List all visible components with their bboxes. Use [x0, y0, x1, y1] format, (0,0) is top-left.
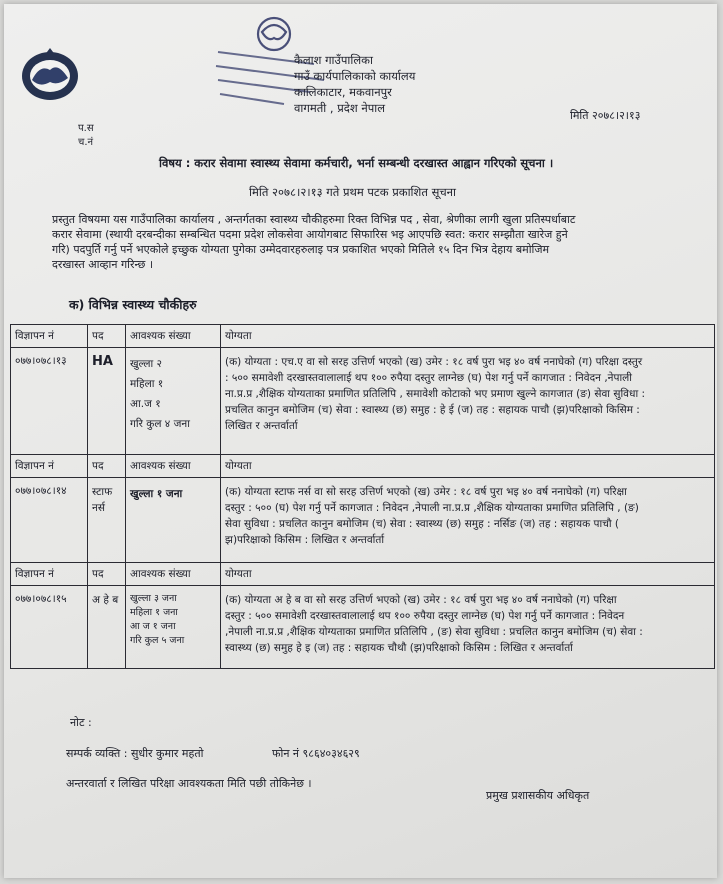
- qualification-line: झ)परिक्षाको किसिम : लिखित र अन्तर्वार्ता: [225, 534, 385, 546]
- dispatch-number: च.नं: [78, 137, 94, 148]
- count-line: आ ज १ जना: [130, 621, 176, 632]
- qualification-line: लिखित र अन्तर्वार्ता: [225, 420, 298, 432]
- qualification-line: प्रचलित कानुन बमोजिम (च) सेवा : स्वास्थ्य (छ) समुह : हे ई (ज) तह : सहायक पाचौ (झ)परिक्षाको किसिम :: [225, 404, 640, 416]
- header-ad-no: विज्ञापन नं: [15, 330, 54, 342]
- qualification-line: सेवा सुविधा : प्रचलित कानुन बमोजिम (च) सेवा : स्वास्थ्य (छ) समुह : नर्सिङ (ज) तह : सहायक पाचौ (: [225, 518, 620, 530]
- count-line: महिला १: [130, 378, 164, 390]
- office-name: गाउँ कार्यपालिकाको कार्यालय: [294, 69, 416, 83]
- nepal-emblem-icon: [18, 46, 82, 102]
- count-line: खुल्ला ३ जना: [130, 593, 177, 604]
- header-ad-no: विज्ञापन नं: [15, 568, 54, 580]
- intro-line: गरि) पदपुर्ति गर्नु पर्ने भएकोले इच्छुक योग्यता पुगेका उम्मेदवारहरुलाइ पत्र प्रकाशित भएको मितिले १५ दिन भित्र देहाय बमोजिम: [52, 243, 550, 256]
- qualification-line: दस्तुर : ५०० (घ) पेश गर्नु पर्ने कागजात : निवेदन ,नेपाली ना.प्र.प्र ,शैक्षिक योग्यताका प्रमाणित प्रतिलिपि , (ङ): [225, 502, 639, 514]
- table-header-row: [11, 563, 714, 586]
- table-row: [11, 586, 714, 668]
- reference-block: [78, 122, 94, 150]
- header-count: आवश्यक संख्या: [125, 563, 220, 585]
- intro-paragraph: [52, 212, 672, 272]
- qualification-line: दस्तुर : ५०० समावेशी दरखास्तवालालाई थप १०० रुपैया दस्तुर लाग्नेछ (घ) पेश गर्नु पर्ने कागजात : निवेदन: [225, 610, 625, 622]
- header-ad-no: विज्ञापन नं: [15, 460, 54, 472]
- phone-number: फोन नं ९८६४०३४६२९: [272, 747, 360, 760]
- office-address: कालिकाटार, मकवानपुर: [294, 85, 392, 99]
- qualification-line: स्वास्थ्य (छ) समुह हे इ (ज) तह : सहायक चौथौ (झ)परिक्षाको किसिम : लिखित र अन्तर्वार्ता: [225, 642, 573, 654]
- required-count: [125, 348, 220, 454]
- table-row: [11, 478, 714, 563]
- section-title: क) विभिन्न स्वास्थ्य चौकीहरु: [69, 297, 197, 312]
- required-count: [125, 478, 220, 562]
- office-header: [294, 52, 554, 116]
- document-page: [4, 4, 717, 878]
- letter-number: प.स: [78, 123, 94, 134]
- notice-date-line: मिति २०७८।२।१३ गते प्रथम पटक प्रकाशित सूचना: [249, 185, 457, 199]
- intro-line: दरखास्त आव्हान गरिन्छ ।: [52, 258, 154, 271]
- header-post: पद: [87, 563, 125, 585]
- signatory-title: प्रमुख प्रशासकीय अधिकृत: [486, 789, 590, 802]
- qualification-line: ना.प्र.प्र ,शैक्षिक योग्यताका प्रमाणित प्रतिलिपि , समावेशी कोटाको भए प्रमाण खुल्ने कागजात (ङ) सेवा सुविधा :: [225, 388, 646, 400]
- intro-line: प्रस्तुत विषयमा यस गाउँपालिका कार्यालय , अन्तर्गतका स्वास्थ्य चौकीहरुमा रिक्त विभिन्न पद , सेवा, श्रेणीका लागी खुला प्रतिस्पर्धाबाट: [52, 213, 576, 226]
- post-name: HA: [87, 348, 125, 454]
- count-line: खुल्ला १ जना: [130, 488, 183, 500]
- qualification-line: (क) योग्यता स्टाफ नर्स वा सो सरह उत्तिर्ण भएको (ख) उमेर : १८ वर्ष पुरा भइ ४० वर्ष ननाघेको (ग) परिक्षा: [225, 486, 627, 498]
- count-line: खुल्ला २: [130, 358, 162, 370]
- table-row: [11, 348, 714, 455]
- qualification-line: ,नेपाली ना.प्र.प्र ,शैक्षिक योग्यताका प्रमाणित प्रतिलिपि , (ङ) सेवा सुविधा : प्रचलित कानुन बमोजिम (च) सेवा :: [225, 626, 643, 638]
- intro-line: करार सेवामा (स्थायी दरबन्दीका सम्बन्धित पदमा प्रदेश लोकसेवा आयोगबाट सिफारिस भइ आएपछि स्वत: करार सम्झौता खारेज हुने: [52, 228, 568, 241]
- ad-number: ०७७।०७८।१४: [15, 485, 67, 497]
- table-header-row: [11, 455, 714, 478]
- municipality-name: कैलाश गाउँपालिका: [294, 53, 373, 67]
- table-header-row: [11, 325, 714, 348]
- count-line: गरि कुल ४ जना: [130, 418, 190, 430]
- letter-date: मिति २०७८।२।१३: [570, 109, 641, 122]
- qualification-line: (क) योग्यता : एच.ए वा सो सरह उत्तिर्ण भएको (ख) उमेर : १८ वर्ष पुरा भइ ४० वर्ष ननाघेको (ग) परिक्षा दस्तुर: [225, 356, 643, 368]
- qualification-text: [220, 478, 714, 562]
- header-count: आवश्यक संख्या: [125, 455, 220, 477]
- header-qualification: योग्यता: [220, 325, 714, 347]
- count-line: गरि कुल ५ जना: [130, 635, 185, 646]
- contact-person: सम्पर्क व्यक्ति : सुधीर कुमार महतो: [66, 747, 204, 760]
- post-name: स्टाफ नर्स: [87, 478, 125, 562]
- province-name: वागमती , प्रदेश नेपाल: [294, 101, 386, 115]
- count-line: महिला १ जना: [130, 607, 178, 618]
- note-label: नोट :: [70, 716, 92, 729]
- header-count: आवश्यक संख्या: [125, 325, 220, 347]
- header-post: पद: [87, 325, 125, 347]
- header-post: पद: [87, 455, 125, 477]
- ad-number: ०७७।०७८।१५: [15, 593, 67, 605]
- vacancy-table: [10, 324, 715, 669]
- subject-line: विषय : करार सेवामा स्वास्थ्य सेवामा कर्मचारी, भर्ना सम्बन्धी दरखास्त आह्वान गरिएको सूचना ।: [159, 156, 554, 170]
- header-qualification: योग्यता: [220, 455, 714, 477]
- qualification-line: : ५०० समावेशी दरखास्तवालालाई थप १०० रुपैया दस्तुर लाग्नेछ (घ) पेश गर्नु पर्ने कागजात : निवेदन ,नेपाली: [225, 372, 633, 384]
- ad-number: ०७७।०७८।१३: [15, 355, 67, 367]
- required-count: [125, 586, 220, 668]
- header-qualification: योग्यता: [220, 563, 714, 585]
- qualification-text: [220, 586, 714, 668]
- count-line: आ.ज १: [130, 398, 161, 410]
- post-name: अ हे ब: [87, 586, 125, 668]
- qualification-line: (क) योग्यता अ हे ब वा सो सरह उत्तिर्ण भएको (ख) उमेर : १८ वर्ष पुरा भइ ४० वर्ष ननाघेको (ग) परिक्षा: [225, 594, 617, 606]
- qualification-text: [220, 348, 714, 454]
- footnote: अन्तरवार्ता र लिखित परिक्षा आवश्यकता मिति पछी तोकिनेछ ।: [66, 777, 312, 790]
